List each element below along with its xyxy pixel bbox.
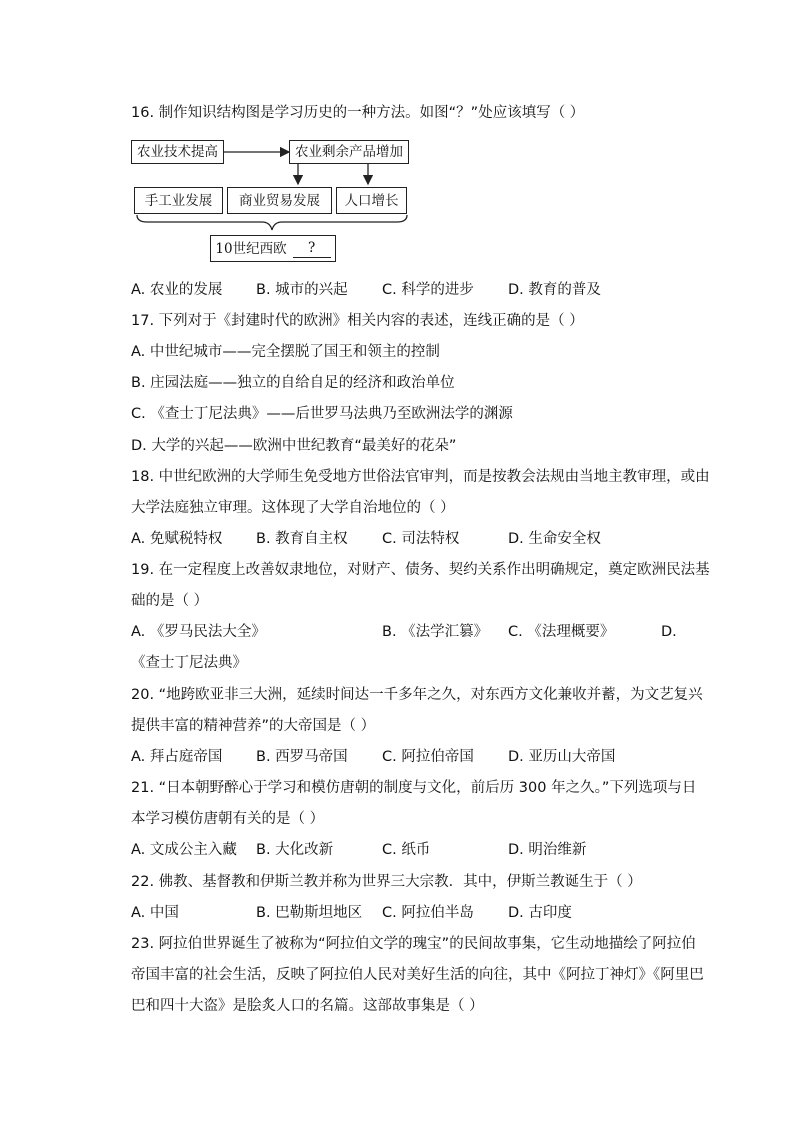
brace	[137, 215, 407, 230]
box-result	[210, 235, 336, 262]
q16-option-d[interactable]: D. 教育的普及	[508, 282, 601, 298]
q18-option-a[interactable]: A. 免赋税特权	[131, 531, 223, 547]
q16-option-b[interactable]: B. 城市的兴起	[256, 282, 348, 298]
q19-option-d[interactable]: D.	[661, 624, 677, 640]
q23-stem-line1: 23. 阿拉伯世界诞生了被称为“阿拉伯文学的瑰宝”的民间故事集，它生动地描绘了阿拉伯	[131, 936, 696, 952]
q21-stem-line2: 本学习模仿唐朝有关的是（ ）	[131, 811, 325, 827]
q16-stem: 16. 制作知识结构图是学习历史的一种方法。如图“？”处应该填写（ ）	[131, 105, 585, 121]
q18-option-b[interactable]: B. 教育自主权	[256, 531, 348, 547]
box-commerce: 商业贸易发展	[227, 187, 332, 214]
q16-option-a[interactable]: A. 农业的发展	[131, 282, 223, 298]
q23-stem-line3: 巴和四十大盗》是脍炙人口的名篇。这部故事集是（ ）	[131, 998, 484, 1014]
q18-option-d[interactable]: D. 生命安全权	[508, 531, 601, 547]
q23-stem-line2: 帝国丰富的社会生活，反映了阿拉伯人民对美好生活的向往，其中《阿拉丁神灯》《阿里巴	[131, 967, 704, 983]
q17-option-d[interactable]: D. 大学的兴起——欧洲中世纪教育“最美好的花朵”	[131, 438, 457, 454]
q22-stem: 22. 佛教、基督教和伊斯兰教并称为世界三大宗教．其中，伊斯兰教诞生于（ ）	[131, 874, 642, 890]
q21-option-d[interactable]: D. 明治维新	[508, 842, 587, 858]
q20-option-b[interactable]: B. 西罗马帝国	[256, 749, 348, 765]
q22-option-d[interactable]: D. 古印度	[508, 905, 572, 921]
q20-option-d[interactable]: D. 亚历山大帝国	[508, 749, 616, 765]
q18-stem-line2: 大学法庭独立审理。这体现了大学自治地位的（ ）	[131, 500, 455, 516]
q19-stem-line2: 础的是（ ）	[131, 593, 209, 609]
q17-option-a[interactable]: A. 中世纪城市——完全摆脱了国王和领主的控制	[131, 344, 440, 360]
q19-option-a[interactable]: A. 《罗马民法大全》	[131, 624, 266, 640]
q21-stem-line1: 21. “日本朝野醉心于学习和模仿唐朝的制度与文化，前后历 300 年之久。”下列选项与日	[131, 780, 697, 796]
q16-option-c[interactable]: C. 科学的进步	[382, 282, 474, 298]
q17-option-c[interactable]: C. 《查士丁尼法典》——后世罗马法典乃至欧洲法学的渊源	[131, 406, 513, 422]
q21-option-a[interactable]: A. 文成公主入藏	[131, 842, 237, 858]
box-result-prefix: 10世纪西欧	[215, 240, 287, 257]
q20-stem-line2: 提供丰富的精神营养”的大帝国是（ ）	[131, 718, 376, 734]
q19-option-c[interactable]: C. 《法理概要》	[508, 624, 615, 640]
q20-option-c[interactable]: C. 阿拉伯帝国	[382, 749, 474, 765]
q17-stem: 17. 下列对于《封建时代的欧洲》相关内容的表述，连线正确的是（ ）	[131, 313, 584, 329]
q22-option-a[interactable]: A. 中国	[131, 905, 179, 921]
q20-option-a[interactable]: A. 拜占庭帝国	[131, 749, 223, 765]
q17-option-b[interactable]: B. 庄园法庭——独立的自给自足的经济和政治单位	[131, 375, 455, 391]
q19-stem-line1: 19. 在一定程度上改善奴隶地位，对财产、债务、契约关系作出明确规定，奠定欧洲民法基	[131, 562, 710, 578]
q21-option-b[interactable]: B. 大化改新	[256, 842, 334, 858]
q20-stem-line1: 20. “地跨欧亚非三大洲，延续时间达一千多年之久，对东西方文化兼收并蓄，为文艺复兴	[131, 687, 703, 703]
q18-stem-line1: 18. 中世纪欧洲的大学师生免受地方世俗法官审判，而是按教会法规由当地主教审理，或由	[131, 469, 710, 485]
box-result-blank: ?	[293, 239, 331, 258]
q21-option-c[interactable]: C. 纸币	[382, 842, 431, 858]
box-agri-tech: 农业技术提高	[131, 140, 224, 164]
box-agri-surplus: 农业剩余产品增加	[289, 140, 409, 164]
box-population: 人口增长	[336, 187, 407, 214]
box-handicraft: 手工业发展	[134, 187, 223, 214]
q22-option-c[interactable]: C. 阿拉伯半岛	[382, 905, 474, 921]
q18-option-c[interactable]: C. 司法特权	[382, 531, 460, 547]
q19-option-d-text[interactable]: 《查士丁尼法典》	[131, 655, 247, 671]
q19-option-b[interactable]: B. 《法学汇篡》	[382, 624, 489, 640]
q22-option-b[interactable]: B. 巴勒斯坦地区	[256, 905, 363, 921]
